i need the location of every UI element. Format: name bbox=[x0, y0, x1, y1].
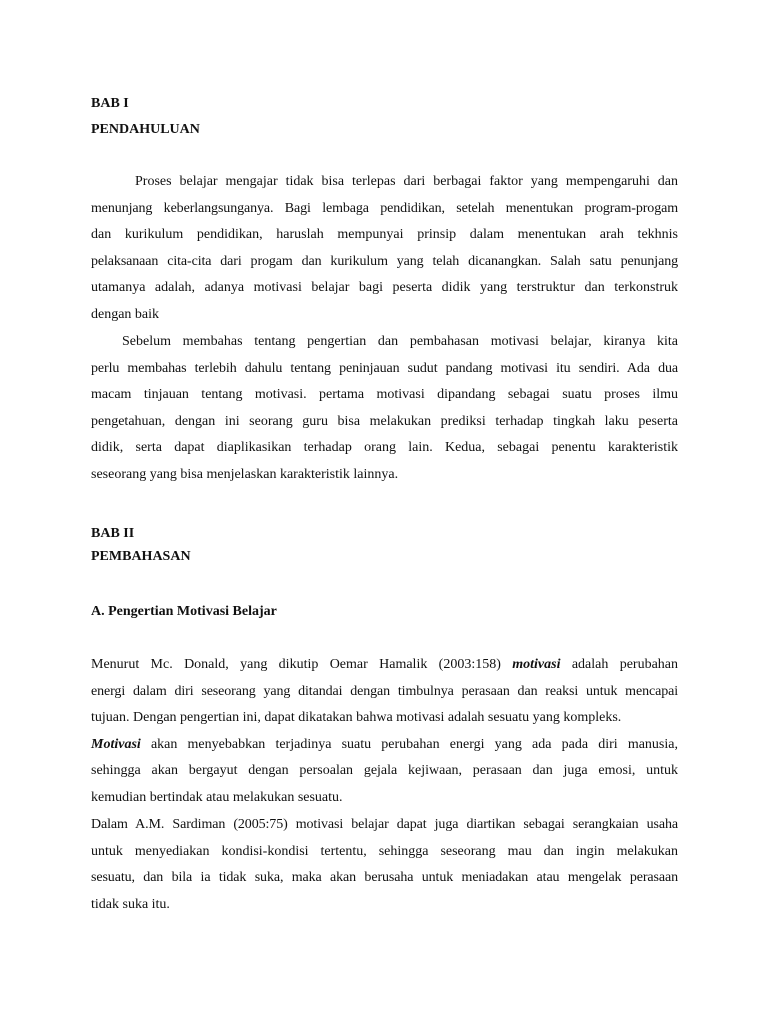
paragraph-line: tujuan. Dengan pengertian ini, dapat dikatakan bahwa motivasi adalah sesuatu yang kompleks. bbox=[91, 710, 622, 726]
paragraph-line: pelaksanaan cita-cita dari progam dan kurikulum yang telah dicanangkan. Salah satu penunjang bbox=[91, 253, 678, 269]
chapter1-label: BAB I bbox=[91, 96, 129, 111]
section-a-paragraph2 bbox=[91, 812, 678, 918]
paragraph-line: macam tinjauan tentang motivasi. pertama motivasi dipandang sebagai suatu proses ilmu bbox=[91, 387, 678, 403]
paragraph-line: perlu membahas terlebih dahulu tentang peninjauan sudut pandang motivasi itu sendiri. Ada dua bbox=[91, 360, 678, 376]
paragraph-line: didik, serta dapat diaplikasikan terhadap orang lain. Kedua, sebagai penentu karakteristik bbox=[91, 440, 678, 456]
chapter1-title: PENDAHULUAN bbox=[91, 122, 200, 137]
paragraph-line: sehingga akan bergayut dengan persoalan gejala kejiwaan, perasaan dan juga emosi, untuk bbox=[91, 763, 678, 779]
paragraph-line: tidak suka itu. bbox=[91, 896, 170, 912]
chapter2-label: BAB II bbox=[91, 526, 135, 541]
chapter1-paragraph1 bbox=[91, 169, 678, 329]
paragraph-line: Sebelum membahas tentang pengertian dan pembahasan motivasi belajar, kiranya kita bbox=[122, 334, 678, 349]
chapter2-title: PEMBAHASAN bbox=[91, 549, 191, 564]
section-a-paragraph1 bbox=[91, 652, 678, 812]
paragraph-line: sesuatu, dan bila ia tidak suka, maka akan berusaha untuk meniadakan atau mengelak perasaan bbox=[91, 870, 678, 886]
paragraph-line: menunjang keberlangsunganya. Bagi lembaga pendidikan, setelah menentukan program-progam bbox=[91, 200, 678, 216]
paragraph-line: untuk menyediakan kondisi-kondisi tertentu, sehingga seseorang mau dan ingin melakukan bbox=[91, 843, 678, 859]
paragraph-line: dan kurikulum pendidikan, haruslah mempunyai prinsip dalam menentukan arah tekhnis bbox=[91, 227, 678, 243]
paragraph-line: kemudian bertindak atau melakukan sesuatu. bbox=[91, 789, 343, 805]
paragraph-line: utamanya adalah, adanya motivasi belajar bagi peserta didik yang terstruktur dan terkonstruk bbox=[91, 280, 678, 296]
paragraph-line: dengan baik bbox=[91, 306, 160, 322]
paragraph-line: Proses belajar mengajar tidak bisa terlepas dari berbagai faktor yang mempengaruhi dan bbox=[135, 174, 678, 189]
paragraph-line: seseorang yang bisa menjelaskan karakteristik lainnya. bbox=[91, 466, 399, 482]
chapter1-paragraph2 bbox=[91, 329, 678, 489]
emphasis-term: Motivasi bbox=[91, 736, 141, 752]
emphasis-term: motivasi bbox=[512, 657, 561, 672]
section-a-title: A. Pengertian Motivasi Belajar bbox=[91, 604, 277, 619]
paragraph-line: energi dalam diri seseorang yang ditandai dengan timbulnya perasaan dan reaksi untuk mencapai bbox=[91, 683, 678, 699]
paragraph-line: Dalam A.M. Sardiman (2005:75) motivasi belajar dapat juga diartikan sebagai serangkaian usaha bbox=[91, 817, 678, 832]
paragraph-line: Motivasi akan menyebabkan terjadinya suatu perubahan energi yang ada pada diri manusia, bbox=[91, 736, 678, 752]
paragraph-line: pengetahuan, dengan ini seorang guru bisa melakukan prediksi terhadap tingkah laku peserta bbox=[91, 413, 678, 429]
paragraph-line: Menurut Mc. Donald, yang dikutip Oemar Hamalik (2003:158) motivasi adalah perubahan bbox=[91, 657, 678, 672]
